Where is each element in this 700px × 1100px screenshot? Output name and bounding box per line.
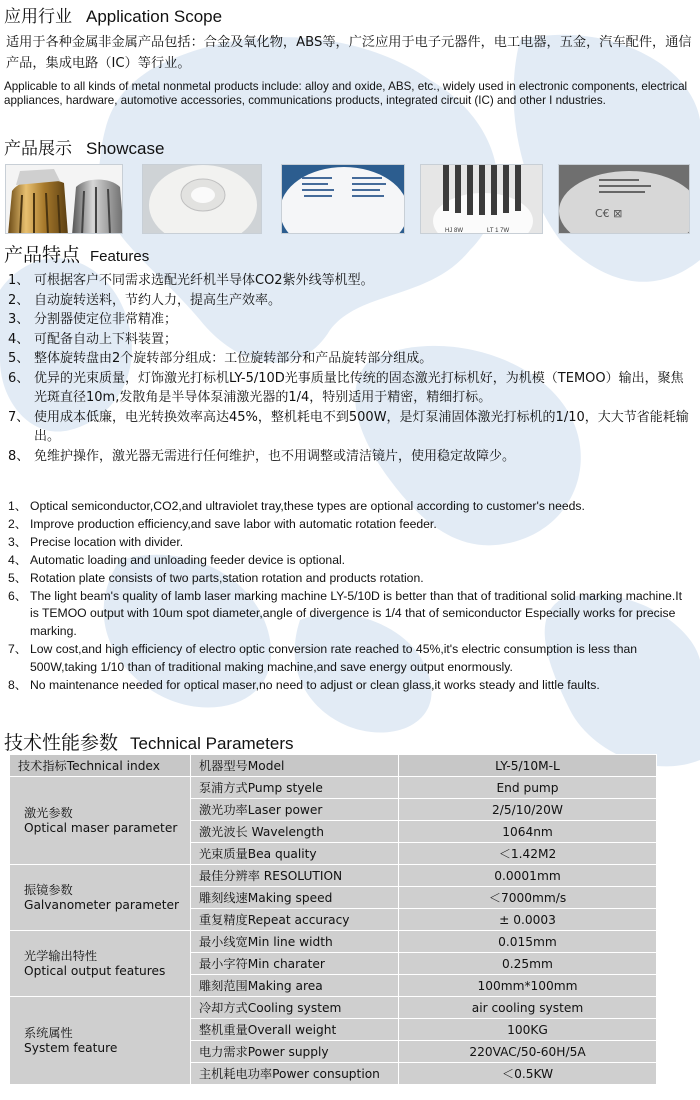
- feature-num: 1、: [8, 499, 27, 513]
- feature-num: 4、: [8, 331, 30, 347]
- param-value: 2/5/10/20W: [399, 799, 657, 821]
- feature-text: 可配备自动上下料装置；: [34, 331, 178, 347]
- param-name: 雕刻线速Making speed: [191, 887, 399, 909]
- category-cn: 系统属性: [24, 1025, 73, 1040]
- feature-text: 免维护操作，激光器无需进行任何维护，也不用调整或清洁镜片，使用稳定故障少。: [34, 448, 516, 464]
- param-value: 100mm*100mm: [399, 975, 657, 997]
- technical-parameters-heading: [4, 728, 293, 755]
- feature-text: Optical semiconductor,CO2,and ultraviolet tray,these types are optional according to customer's needs.: [30, 499, 585, 513]
- product-photo-bulb-socket: [142, 164, 262, 234]
- category-laser: [10, 777, 191, 865]
- param-name: 电力需求Power supply: [191, 1041, 399, 1063]
- feature-num: 3、: [8, 312, 30, 327]
- category-cn: 振镜参数: [24, 882, 73, 897]
- param-value: 0.25mm: [399, 953, 657, 975]
- feature-item-en: [8, 534, 694, 552]
- header-model-value: LY-5/10M-L: [399, 755, 657, 777]
- feature-text: Precise location with divider.: [30, 534, 184, 549]
- features-list-en: [8, 498, 694, 695]
- features-heading: [4, 240, 149, 267]
- feature-text: 优异的光束质量，灯饰激光打标机LY-5/10D光事质量比传统的固态激光打标机好，为机模（TEMOO）输出，聚焦光斑直径10m,发散角是半导体泵浦激光器的1/4，特别适用于精密，精细打标。: [34, 370, 684, 405]
- technical-title-en: Technical Parameters: [130, 734, 294, 753]
- param-value: ± 0.0003: [399, 909, 657, 931]
- feature-item-cn: [8, 271, 694, 291]
- application-scope-text-en: Applicable to all kinds of metal nonmetal products include: alloy and oxide, ABS, etc., widely used in electronic components, electrical appliances, hardware, automotive accessories, communications products, integrated circuit (IC) and other I ndustries.: [4, 80, 688, 107]
- category-en: Optical maser parameter: [24, 820, 178, 835]
- feature-text: 可根据客户不同需求选配光纤机半导体CO2紫外线等机型。: [34, 273, 374, 288]
- param-name: 主机耗电功率Power consuption: [191, 1063, 399, 1085]
- feature-num: 5、: [8, 351, 30, 366]
- param-name: 冷却方式Cooling system: [191, 997, 399, 1019]
- feature-text: 整体旋转盘由2个旋转部分组成：工位旋转部分和产品旋转部分组成。: [34, 351, 433, 366]
- showcase-title-cn: 产品展示: [4, 139, 72, 159]
- feature-item-en: [8, 498, 694, 516]
- feature-num: 4、: [8, 552, 27, 567]
- technical-parameters-table: [9, 754, 657, 1085]
- param-name: 最佳分辨率 RESOLUTION: [191, 865, 399, 887]
- feature-text: Low cost,and high efficiency of electro optic conversion rate reached to 45%,it's electric consumption is less than 500W,taking 1/10 than of traditional making machine,and save energy output enormously.: [30, 642, 638, 675]
- feature-item-cn: [8, 349, 694, 369]
- features-title-cn: 产品特点: [4, 244, 81, 266]
- param-value: 0.0001mm: [399, 865, 657, 887]
- feature-item-cn: [8, 310, 694, 330]
- feature-item-en: [8, 570, 694, 588]
- showcase-title-en: Showcase: [86, 139, 165, 158]
- feature-num: 3、: [8, 534, 27, 549]
- category-en: Galvanometer parameter: [24, 897, 180, 912]
- feature-num: 5、: [8, 570, 27, 585]
- param-name: 最小字符Min charater: [191, 953, 399, 975]
- product-photo-printed-bulb: [281, 164, 405, 234]
- feature-num: 2、: [8, 516, 27, 531]
- feature-num: 8、: [8, 448, 30, 464]
- category-cn: 光学输出特性: [24, 948, 98, 963]
- category-en: System feature: [24, 1040, 118, 1055]
- param-name: 光束质量Bea quality: [191, 843, 399, 865]
- param-name: 整机重量Overall weight: [191, 1019, 399, 1041]
- feature-text: 自动旋转送料，节约人力，提高生产效率。: [34, 292, 282, 308]
- feature-num: 6、: [8, 588, 27, 603]
- table-header-row: [10, 755, 657, 777]
- category-galvanometer: [10, 865, 191, 931]
- feature-item-cn: [8, 291, 694, 311]
- finned-bulb-label-2: LT 1 7W: [487, 228, 510, 234]
- param-value: 0.015mm: [399, 931, 657, 953]
- feature-item-en: [8, 516, 694, 534]
- header-technical-index: 技术指标Technical index: [10, 755, 191, 777]
- table-row: [10, 777, 657, 799]
- feature-num: 1、: [8, 273, 30, 288]
- feature-text: 使用成本低廉，电光转换效率高达45%，整机耗电不到500W，是灯泵浦固体激光打标机的1/10，大大节省能耗输出。: [34, 409, 689, 444]
- feature-item-en: [8, 588, 694, 642]
- table-row: [10, 931, 657, 953]
- features-list-cn: [8, 271, 694, 466]
- feature-num: 7、: [8, 642, 27, 657]
- product-photo-ce-bulb: [558, 164, 690, 234]
- features-title-en: Features: [90, 248, 150, 265]
- param-value: ＜0.5KW: [399, 1063, 657, 1085]
- param-value: 100KG: [399, 1019, 657, 1041]
- param-value: End pump: [399, 777, 657, 799]
- feature-item-cn: [8, 408, 694, 447]
- feature-text: Rotation plate consists of two parts,station rotation and products rotation.: [30, 570, 424, 585]
- feature-text: 分割器使定位非常精准；: [34, 312, 178, 327]
- param-value: 1064nm: [399, 821, 657, 843]
- feature-num: 8、: [8, 678, 27, 693]
- feature-item-en: [8, 641, 694, 677]
- feature-item-en: [8, 677, 694, 695]
- feature-item-cn: [8, 369, 694, 408]
- technical-title-cn: 技术性能参数: [4, 732, 119, 754]
- param-name: 激光波长 Wavelength: [191, 821, 399, 843]
- showcase-heading: [4, 134, 164, 159]
- product-photo-heatsinks: [5, 164, 123, 234]
- param-value: 220VAC/50-60H/5A: [399, 1041, 657, 1063]
- table-row: [10, 865, 657, 887]
- ce-mark: C€ ⊠: [595, 207, 623, 220]
- feature-num: 6、: [8, 370, 30, 386]
- product-photo-finned-bulb: [420, 164, 543, 234]
- application-scope-title-en: Application Scope: [86, 7, 223, 26]
- param-name: 雕刻范围Making area: [191, 975, 399, 997]
- header-model: 机器型号Model: [191, 755, 399, 777]
- category-system: [10, 997, 191, 1085]
- category-en: Optical output features: [24, 963, 166, 978]
- param-value: ＜1.42M2: [399, 843, 657, 865]
- feature-text: Automatic loading and unloading feeder device is optional.: [30, 552, 346, 567]
- showcase-photo-strip: [5, 164, 695, 234]
- table-row: [10, 997, 657, 1019]
- category-optical-output: [10, 931, 191, 997]
- feature-text: Improve production efficiency,and save labor with automatic rotation feeder.: [30, 516, 437, 531]
- feature-num: 7、: [8, 409, 30, 425]
- application-scope-heading: [4, 2, 222, 27]
- param-name: 激光功率Laser power: [191, 799, 399, 821]
- param-value: air cooling system: [399, 997, 657, 1019]
- feature-item-cn: [8, 447, 694, 467]
- category-cn: 激光参数: [24, 805, 73, 820]
- param-name: 泵浦方式Pump styele: [191, 777, 399, 799]
- param-name: 最小线宽Min line width: [191, 931, 399, 953]
- feature-text: The light beam's quality of lamb laser marking machine LY-5/10D is better than that of traditional solid marking machine.It is TEMOO output with 10um spot diameter,angle of divergence is 1/4 that of semiconductor Especially works for precise marking.: [30, 588, 682, 639]
- feature-item-en: [8, 552, 694, 570]
- application-scope-text-cn: 适用于各种金属非金属产品包括：合金及氧化物，ABS等，广泛应用于电子元器件，电工电器，五金，汽车配件，通信产品，集成电路（IC）等行业。: [6, 35, 692, 71]
- param-value: ＜7000mm/s: [399, 887, 657, 909]
- application-scope-title-cn: 应用行业: [4, 7, 72, 27]
- feature-num: 2、: [8, 292, 30, 308]
- finned-bulb-label: HJ 8W: [445, 228, 463, 234]
- feature-item-cn: [8, 330, 694, 350]
- feature-text: No maintenance needed for optical maser,no need to adjust or clean glass,it works steady and little faults.: [30, 678, 600, 693]
- param-name: 重复精度Repeat accuracy: [191, 909, 399, 931]
